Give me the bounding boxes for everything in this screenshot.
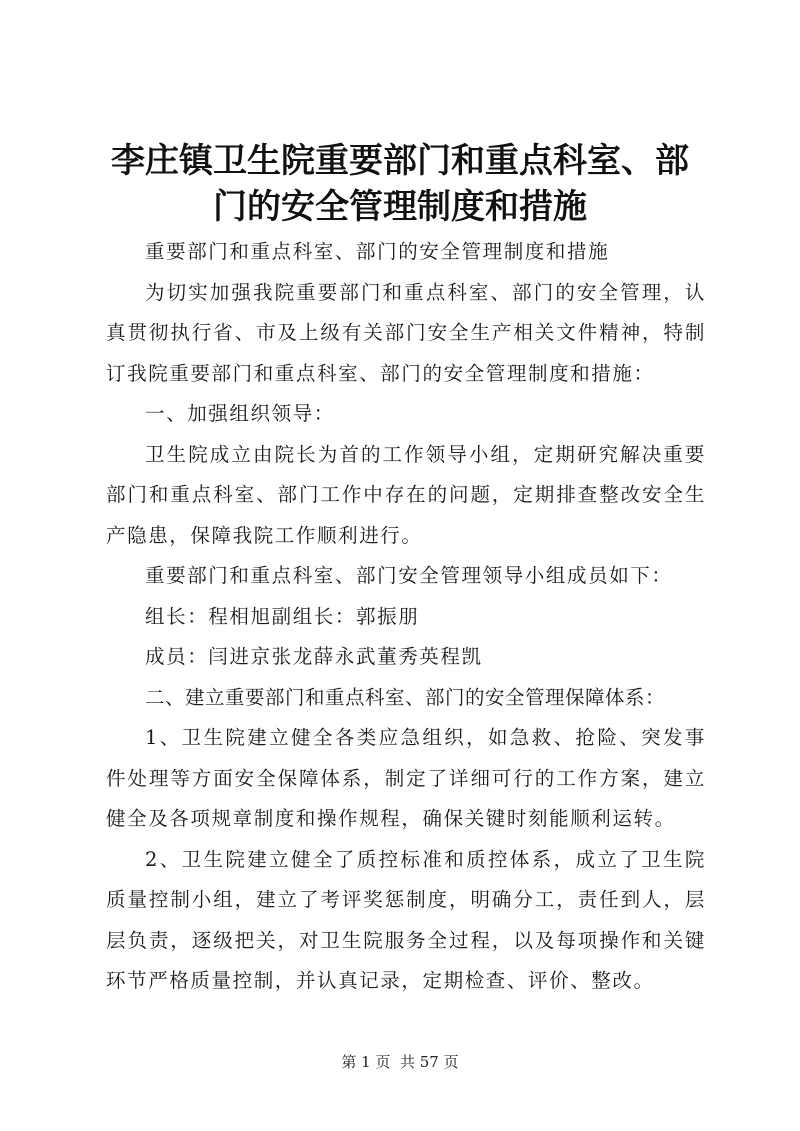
section-heading-2: 二、建立重要部门和重点科室、部门的安全管理保障体系： xyxy=(145,685,666,709)
page-footer xyxy=(0,1051,800,1072)
document-title: 李庄镇卫生院重要部门和重点科室、部门的安全管理制度和措施 xyxy=(111,141,689,227)
paragraph-members: 成员：闫进京张龙薛永武董秀英程凯 xyxy=(145,645,483,668)
paragraph-leaders: 组长：程相旭副组长：郭振朋 xyxy=(145,604,420,628)
document-body xyxy=(106,232,706,1002)
paragraph-subtitle: 重要部门和重点科室、部门的安全管理制度和措施 xyxy=(145,240,610,263)
paragraph-members-intro: 重要部门和重点科室、部门安全管理领导小组成员如下： xyxy=(145,564,673,587)
section-heading-1: 一、加强组织领导： xyxy=(145,402,335,425)
paragraph-item-1: 1、卫生院建立健全各类应急组织，如急救、抢险、突发事件处理等方面安全保障体系，制定了详细可行的工作方案，建立健全及各项规章制度和操作规程，确保关键时刻能顺利运转。 xyxy=(106,726,706,830)
paragraph-intro: 为切实加强我院重要部门和重点科室、部门的安全管理，认真贯彻执行省、市及上级有关部门安全生产相关文件精神，特制订我院重要部门和重点科室、部门的安全管理制度和措施： xyxy=(106,280,706,385)
paragraph-leadership: 卫生院成立由院长为首的工作领导小组，定期研究解决重要部门和重点科室、部门工作中存在的问题，定期排查整改安全生产隐患，保障我院工作顺利进行。 xyxy=(106,442,706,547)
paragraph-item-2: 2、卫生院建立健全了质控标准和质控体系，成立了卫生院质量控制小组，建立了考评奖惩制度，明确分工，责任到人，层层负责，逐级把关，对卫生院服务全过程，以及每项操作和关键环节严格质量控制，并认真记录，定期检查、评价、整改。 xyxy=(106,847,706,992)
page-number: 第 1 页 共 57 页 xyxy=(341,1053,459,1071)
